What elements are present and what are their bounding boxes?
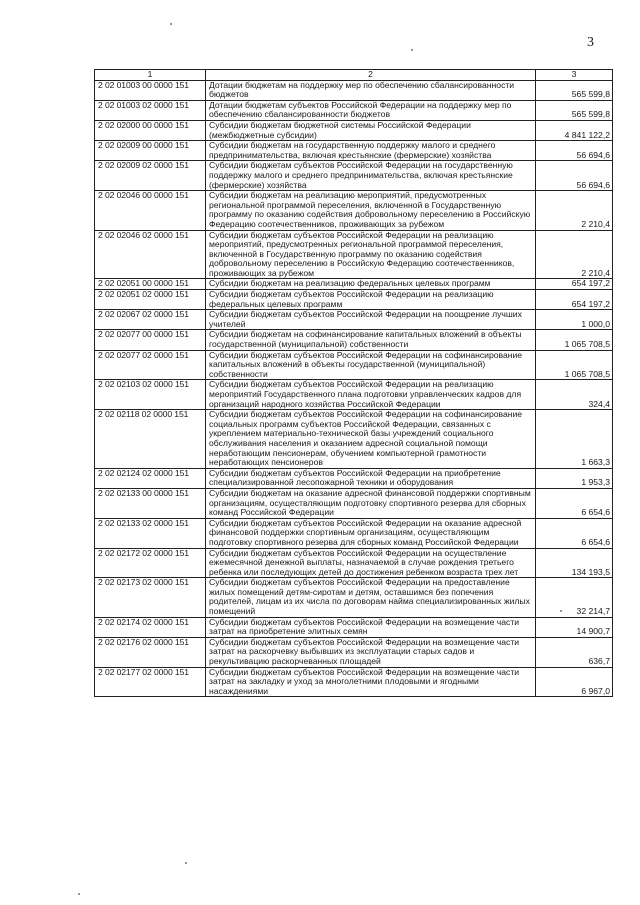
amount-cell: 4 841 122,2	[536, 120, 613, 140]
table-row	[95, 141, 613, 161]
income-name-cell: Субсидии бюджетам на реализацию федеральных целевых программ	[206, 279, 536, 290]
scan-speck	[411, 49, 413, 51]
budget-code-cell: 2 02 02009 00 0000 151	[95, 141, 206, 161]
budget-code-cell: 2 02 02124 02 0000 151	[95, 468, 206, 488]
amount-cell: 654 197,2	[536, 290, 613, 310]
header-col-2: 2	[206, 70, 536, 81]
header-col-1: 1	[95, 70, 206, 81]
table-row	[95, 468, 613, 488]
amount-cell: 565 599,8	[536, 80, 613, 100]
income-name-cell: Субсидии бюджетам субъектов Российской Федерации на приобретение специализированной лесопожарной техники и оборудования	[206, 468, 536, 488]
amount-cell: 1 065 708,5	[536, 350, 613, 380]
amount-cell: 565 599,8	[536, 100, 613, 120]
budget-code-cell: 2 02 02046 00 0000 151	[95, 191, 206, 230]
budget-code-cell: 2 02 02177 02 0000 151	[95, 667, 206, 697]
income-name-cell: Субсидии бюджетам субъектов Российской Федерации на софинансирование социальных программ субъектов Российской Федерации, связанных с укреплением материально-технической базы учреждений социального обслуживания населения и оказанием адресной социальной помощи неработающим пенсионерам, обучением компьютерной грамотности неработающих пенсионеров	[206, 410, 536, 469]
income-name-cell: Субсидии бюджетам субъектов Российской Федерации на реализацию федеральных целевых программ	[206, 290, 536, 310]
budget-code-cell: 2 02 02174 02 0000 151	[95, 617, 206, 637]
amount-cell: 56 694,6	[536, 161, 613, 191]
page-number: 3	[587, 35, 594, 50]
table-row	[95, 161, 613, 191]
budget-code-cell: 2 02 02077 00 0000 151	[95, 330, 206, 350]
budget-code-cell: 2 02 02051 00 0000 151	[95, 279, 206, 290]
income-name-cell: Дотации бюджетам на поддержку мер по обеспечению сбалансированности бюджетов	[206, 80, 536, 100]
table-row	[95, 100, 613, 120]
scan-speck	[170, 23, 172, 25]
scan-speck	[560, 610, 562, 612]
budget-code-cell: 2 02 02173 02 0000 151	[95, 578, 206, 617]
amount-cell: 32 214,7	[536, 578, 613, 617]
table-row	[95, 637, 613, 667]
income-name-cell: Субсидии бюджетам субъектов Российской Федерации на возмещение части затрат на закладку и уход за многолетними плодовыми и ягодными насаждениями	[206, 667, 536, 697]
table-row	[95, 230, 613, 279]
amount-cell: 2 210,4	[536, 230, 613, 279]
budget-code-cell: 2 02 02118 02 0000 151	[95, 410, 206, 469]
budget-code-cell: 2 02 02133 02 0000 151	[95, 518, 206, 548]
income-name-cell: Субсидии бюджетам субъектов Российской Федерации на реализацию мероприятий, предусмотренных региональной программой переселения, включенной в Государственную программу по оказанию содействия добровольному переселению в Российскую Федерацию соотечественников, проживающих за рубежом	[206, 230, 536, 279]
amount-cell: 6 654,6	[536, 518, 613, 548]
income-name-cell: Субсидии бюджетам субъектов Российской Федерации на поощрение лучших учителей	[206, 310, 536, 330]
table-row	[95, 548, 613, 578]
table-row	[95, 380, 613, 410]
table-header-row	[95, 70, 613, 81]
budget-code-cell: 2 02 02172 02 0000 151	[95, 548, 206, 578]
budget-code-cell: 2 02 02077 02 0000 151	[95, 350, 206, 380]
income-name-cell: Субсидии бюджетам субъектов Российской Федерации на возмещение части затрат на раскорчевку выбывших из эксплуатации старых садов и рекультивацию раскорчеванных площадей	[206, 637, 536, 667]
income-name-cell: Субсидии бюджетам субъектов Российской Федерации на софинансирование капитальных вложений в объекты государственной (муниципальной) собственности	[206, 350, 536, 380]
amount-cell: 1 000,0	[536, 310, 613, 330]
budget-code-cell: 2 02 02009 02 0000 151	[95, 161, 206, 191]
income-name-cell: Субсидии бюджетам субъектов Российской Федерации на оказание адресной финансовой поддержки спортивным организациям, осуществляющим подготовку спортивного резерва для сборных команд Российской Федерации	[206, 518, 536, 548]
scan-speck	[78, 893, 80, 895]
income-name-cell: Субсидии бюджетам субъектов Российской Федерации на государственную поддержку малого и среднего предпринимательства, включая крестьянские (фермерские) хозяйства	[206, 161, 536, 191]
income-name-cell: Субсидии бюджетам субъектов Российской Федерации на реализацию мероприятий Государственного плана подготовки управленческих кадров для организаций народного хозяйства Российской Федерации	[206, 380, 536, 410]
budget-code-cell: 2 02 02133 00 0000 151	[95, 488, 206, 518]
budget-code-cell: 2 02 02103 02 0000 151	[95, 380, 206, 410]
scan-speck	[185, 862, 187, 864]
table-row	[95, 330, 613, 350]
amount-cell: 1 065 708,5	[536, 330, 613, 350]
budget-code-cell: 2 02 02046 02 0000 151	[95, 230, 206, 279]
amount-cell: 654 197,2	[536, 279, 613, 290]
table-row	[95, 578, 613, 617]
budget-code-cell: 2 02 01003 02 0000 151	[95, 100, 206, 120]
budget-code-cell: 2 02 02051 02 0000 151	[95, 290, 206, 310]
table-row	[95, 667, 613, 697]
table-row	[95, 410, 613, 469]
table-row	[95, 310, 613, 330]
income-name-cell: Субсидии бюджетам субъектов Российской Федерации на возмещение части затрат на приобретение элитных семян	[206, 617, 536, 637]
table-row	[95, 488, 613, 518]
amount-cell: 2 210,4	[536, 191, 613, 230]
amount-cell: 14 900,7	[536, 617, 613, 637]
budget-code-cell: 2 02 02067 02 0000 151	[95, 310, 206, 330]
amount-cell: 1 663,3	[536, 410, 613, 469]
income-name-cell: Субсидии бюджетам на софинансирование капитальных вложений в объекты государственной (муниципальной) собственности	[206, 330, 536, 350]
table-row	[95, 290, 613, 310]
amount-cell: 6 967,0	[536, 667, 613, 697]
table-row	[95, 518, 613, 548]
table-row	[95, 191, 613, 230]
amount-cell: 56 694,6	[536, 141, 613, 161]
amount-cell: 324,4	[536, 380, 613, 410]
income-name-cell: Субсидии бюджетам на государственную поддержку малого и среднего предпринимательства, включая крестьянские (фермерские) хозяйства	[206, 141, 536, 161]
income-name-cell: Субсидии бюджетам субъектов Российской Федерации на осуществление ежемесячной денежной выплаты, назначаемой в случае рождения третьего ребенка или последующих детей до достижения ребенком возраста трех лет	[206, 548, 536, 578]
table-row	[95, 80, 613, 100]
amount-cell: 134 193,5	[536, 548, 613, 578]
income-name-cell: Субсидии бюджетам на реализацию мероприятий, предусмотренных региональной программой переселения, включенной в Государственную программу по оказанию содействия добровольному переселению в Российскую Федерацию соотечественников, проживающих за рубежом	[206, 191, 536, 230]
table-row	[95, 617, 613, 637]
income-name-cell: Субсидии бюджетам на оказание адресной финансовой поддержки спортивным организациям, осуществляющим подготовку спортивного резерва для сборных команд Российской Федерации	[206, 488, 536, 518]
table-row	[95, 120, 613, 140]
table-row	[95, 279, 613, 290]
amount-cell: 1 953,3	[536, 468, 613, 488]
income-name-cell: Субсидии бюджетам бюджетной системы Российской Федерации (межбюджетные субсидии)	[206, 120, 536, 140]
table-row	[95, 350, 613, 380]
header-col-3: 3	[536, 70, 613, 81]
budget-code-cell: 2 02 01003 00 0000 151	[95, 80, 206, 100]
budget-code-cell: 2 02 02176 02 0000 151	[95, 637, 206, 667]
income-name-cell: Дотации бюджетам субъектов Российской Федерации на поддержку мер по обеспечению сбалансированности бюджетов	[206, 100, 536, 120]
amount-cell: 636,7	[536, 637, 613, 667]
income-name-cell: Субсидии бюджетам субъектов Российской Федерации на предоставление жилых помещений детям-сиротам и детям, оставшимся без попечения родителей, лицам из их числа по договорам найма специализированных жилых помещений	[206, 578, 536, 617]
budget-revenue-table	[94, 69, 613, 697]
amount-cell: 6 654,6	[536, 488, 613, 518]
budget-code-cell: 2 02 02000 00 0000 151	[95, 120, 206, 140]
